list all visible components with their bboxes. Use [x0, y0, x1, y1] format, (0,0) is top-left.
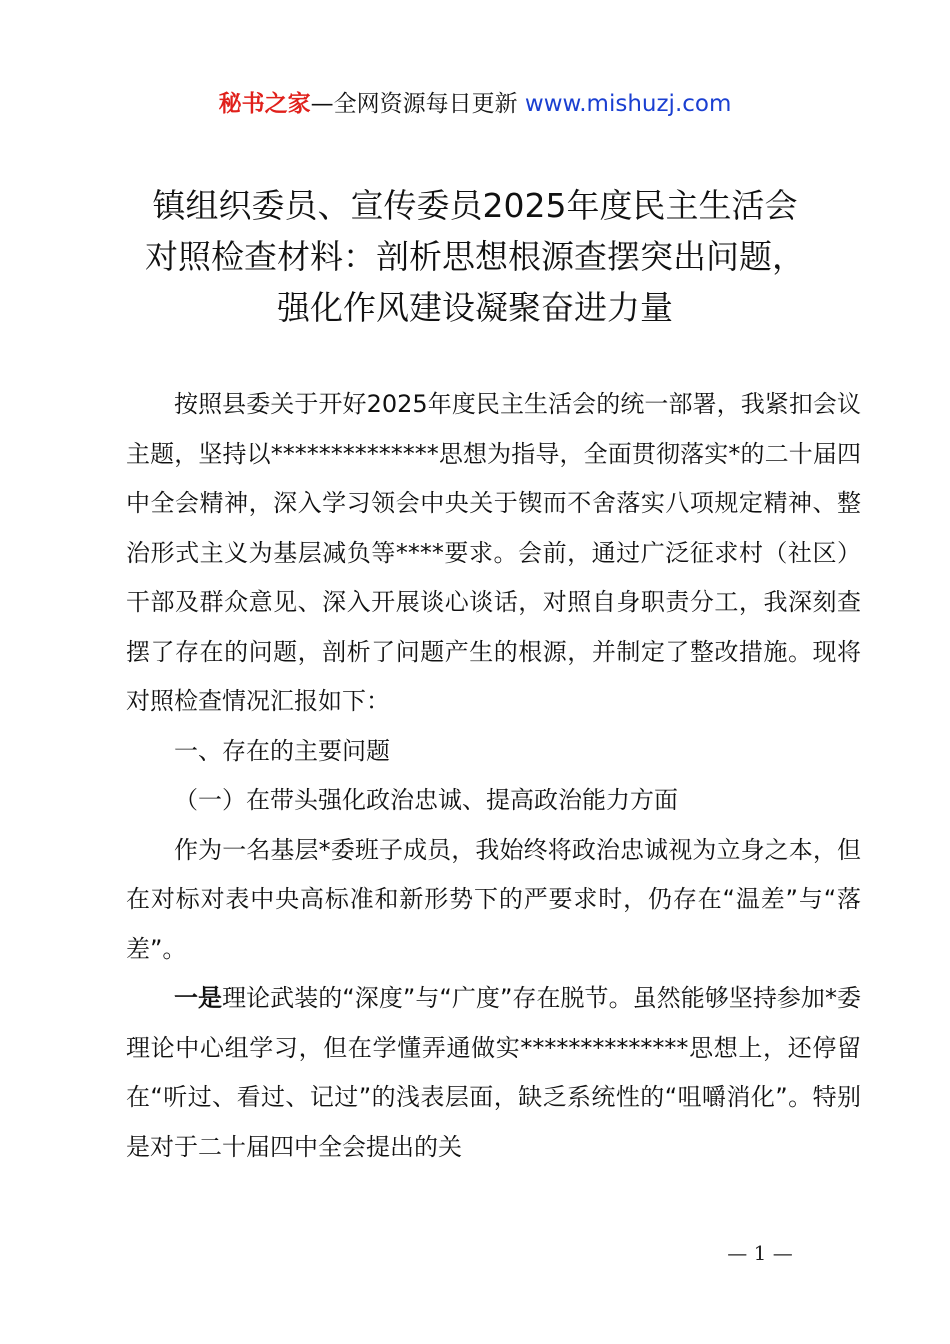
subsection-heading-1: （一）在带头强化政治忠诚、提高政治能力方面	[174, 786, 678, 814]
title-line-1: 镇组织委员、宣传委员2025年度民主生活会	[152, 186, 798, 225]
title-line-3: 强化作风建设凝聚奋进力量	[277, 288, 673, 327]
paragraph-2: 作为一名基层*委班子成员，我始终将政治忠诚视为立身之本，但在对标对表中央高标准和新形势下的严要求时，仍存在“温差”与“落差”。	[126, 835, 861, 963]
document-body	[126, 380, 861, 1172]
intro-paragraph: 按照县委关于开好2025年度民主生活会的统一部署，我紧扣会议主题，坚持以**************思想为指导，全面贯彻落实*的二十届四中全会精神，深入学习领会中央关于锲而不舍落实八项规定精神、整治形式主义为基层减负等****要求。会前，通过广泛征求村（社区）干部及群众意见、深入开展谈心谈话，对照自身职责分工，我深刻查摆了存在的问题，剖析了问题产生的根源，并制定了整改措施。现将对照检查情况汇报如下：	[126, 390, 861, 715]
point-1-paragraph	[126, 974, 861, 1172]
point-1-lead: 一是	[174, 984, 223, 1012]
page-number: — 1 —	[727, 1241, 793, 1265]
title-line-2: 对照检查材料：剖析思想根源查摆突出问题，	[145, 237, 805, 276]
site-url[interactable]: www.mishuzj.com	[524, 91, 732, 117]
section-heading-1: 一、存在的主要问题	[174, 736, 390, 765]
point-1-text: 理论武装的“深度”与“广度”存在脱节。虽然能够坚持参加*委理论中心组学习，但在学懂弄通做实**************思想上，还停留在“听过、看过、记过”的浅表层面，缺乏系统性的“咀嚼消化”。特别是对于二十届四中全会提出的关	[126, 984, 862, 1161]
header-tagline: —全网资源每日更新	[310, 91, 518, 117]
page-header	[0, 88, 950, 120]
document-title	[60, 180, 890, 333]
brand-name: 秘书之家	[218, 91, 311, 117]
